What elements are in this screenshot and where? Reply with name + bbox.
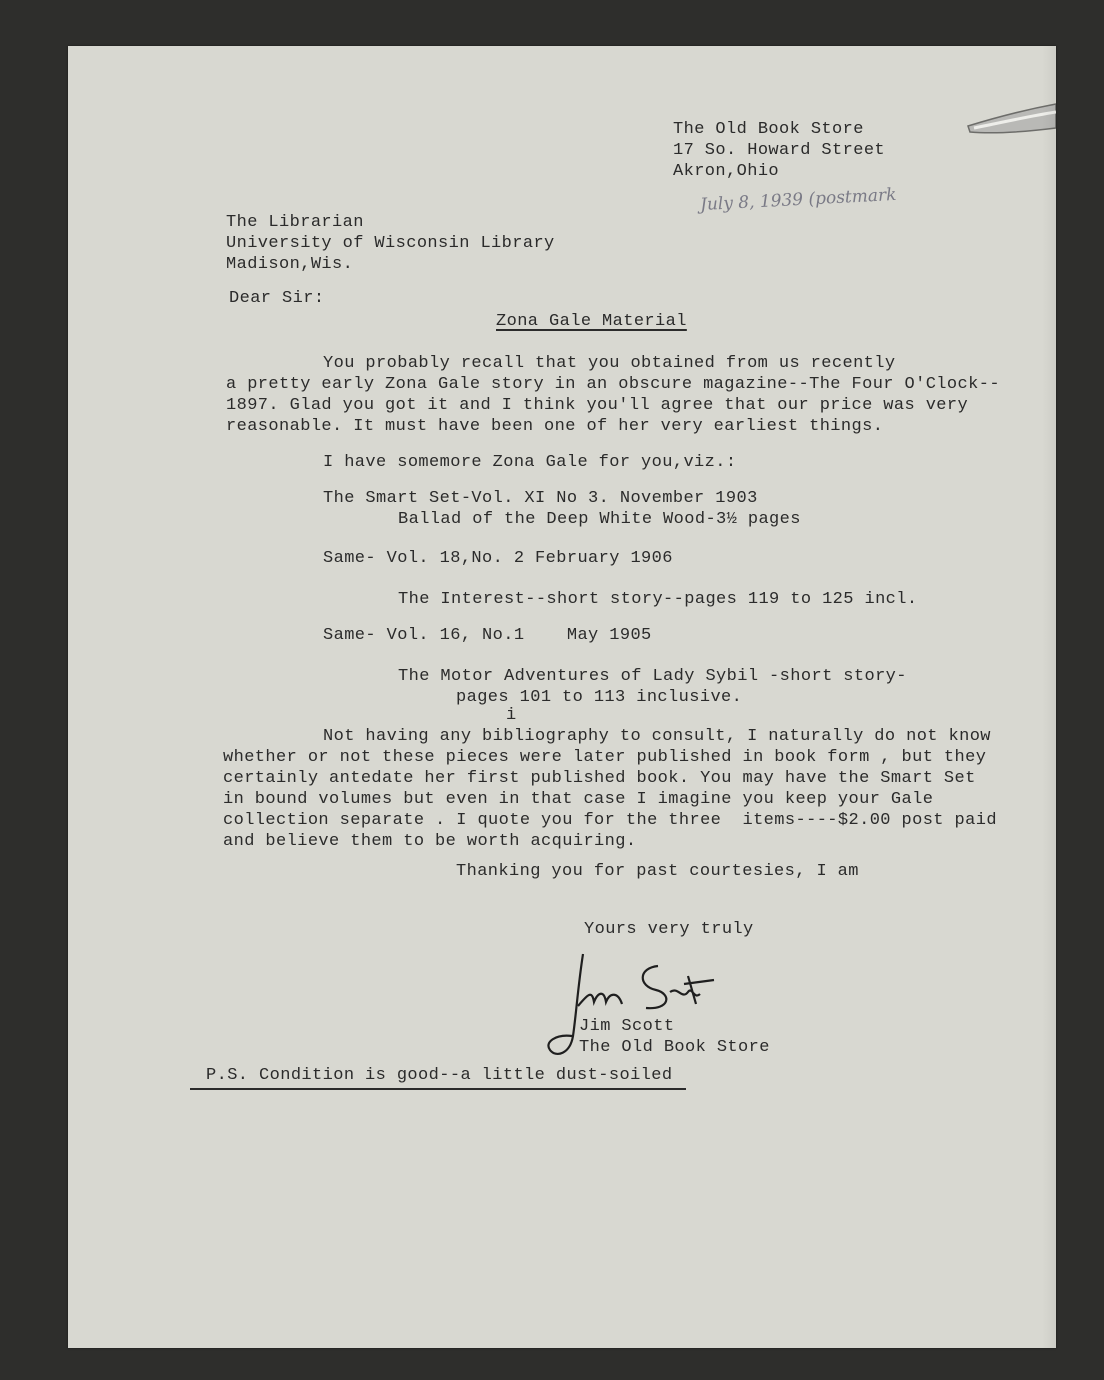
para2-line-4: in bound volumes but even in that case I imagine you keep your Gale xyxy=(223,790,934,809)
subject-heading: Zona Gale Material xyxy=(496,312,687,331)
item-2-title: The Interest--short story--pages 119 to 125 incl. xyxy=(398,590,918,609)
item-2-issue: Same- Vol. 18,No. 2 February 1906 xyxy=(323,549,673,568)
paper-clip-icon xyxy=(964,98,1056,142)
item-1-title: Ballad of the Deep White Wood-3½ pages xyxy=(398,510,801,529)
letter-page xyxy=(68,46,1056,1348)
para1-line-1: You probably recall that you obtained from us recently xyxy=(323,354,896,373)
item-3-issue: Same- Vol. 16, No.1 May 1905 xyxy=(323,626,652,645)
para1-line-2: a pretty early Zona Gale story in an obscure magazine--The Four O'Clock-- xyxy=(226,375,1000,394)
para1-line-4: reasonable. It must have been one of her very earliest things. xyxy=(226,417,884,436)
salutation: Dear Sir: xyxy=(229,289,325,308)
para2-line-6: and believe them to be worth acquiring. xyxy=(223,832,637,851)
thanks-line: Thanking you for past courtesies, I am xyxy=(456,862,859,881)
signer-name: Jim Scott xyxy=(579,1017,675,1036)
sender-line-1: The Old Book Store xyxy=(673,120,864,139)
para1-line-3: 1897. Glad you got it and I think you'll agree that our price was very xyxy=(226,396,969,415)
para2-line-5: collection separate . I quote you for the three items----$2.00 post paid xyxy=(223,811,997,830)
closing-line: Yours very truly xyxy=(584,920,754,939)
intro-line: I have somemore Zona Gale for you,viz.: xyxy=(323,453,737,472)
signer-store: The Old Book Store xyxy=(579,1038,770,1057)
para2-line-1: Not having any bibliography to consult, I naturally do not know xyxy=(323,727,991,746)
recipient-line-3: Madison,Wis. xyxy=(226,255,354,274)
item-3-pages: pages 101 to 113 inclusive. xyxy=(456,688,743,707)
postscript: P.S. Condition is good--a little dust-soiled xyxy=(190,1066,686,1090)
stray-mark: i xyxy=(506,706,517,725)
sender-line-2: 17 So. Howard Street xyxy=(673,141,886,160)
sender-line-3: Akron,Ohio xyxy=(673,162,780,181)
recipient-line-1: The Librarian xyxy=(226,213,364,232)
item-3-title: The Motor Adventures of Lady Sybil -short story- xyxy=(398,667,907,686)
recipient-line-2: University of Wisconsin Library xyxy=(226,234,555,253)
para2-line-3: certainly antedate her first published book. You may have the Smart Set xyxy=(223,769,976,788)
handwritten-date-note: July 8, 1939 (postmark xyxy=(699,184,897,216)
para2-line-2: whether or not these pieces were later published in book form , but they xyxy=(223,748,987,767)
item-1-issue: The Smart Set-Vol. XI No 3. November 1903 xyxy=(323,489,758,508)
